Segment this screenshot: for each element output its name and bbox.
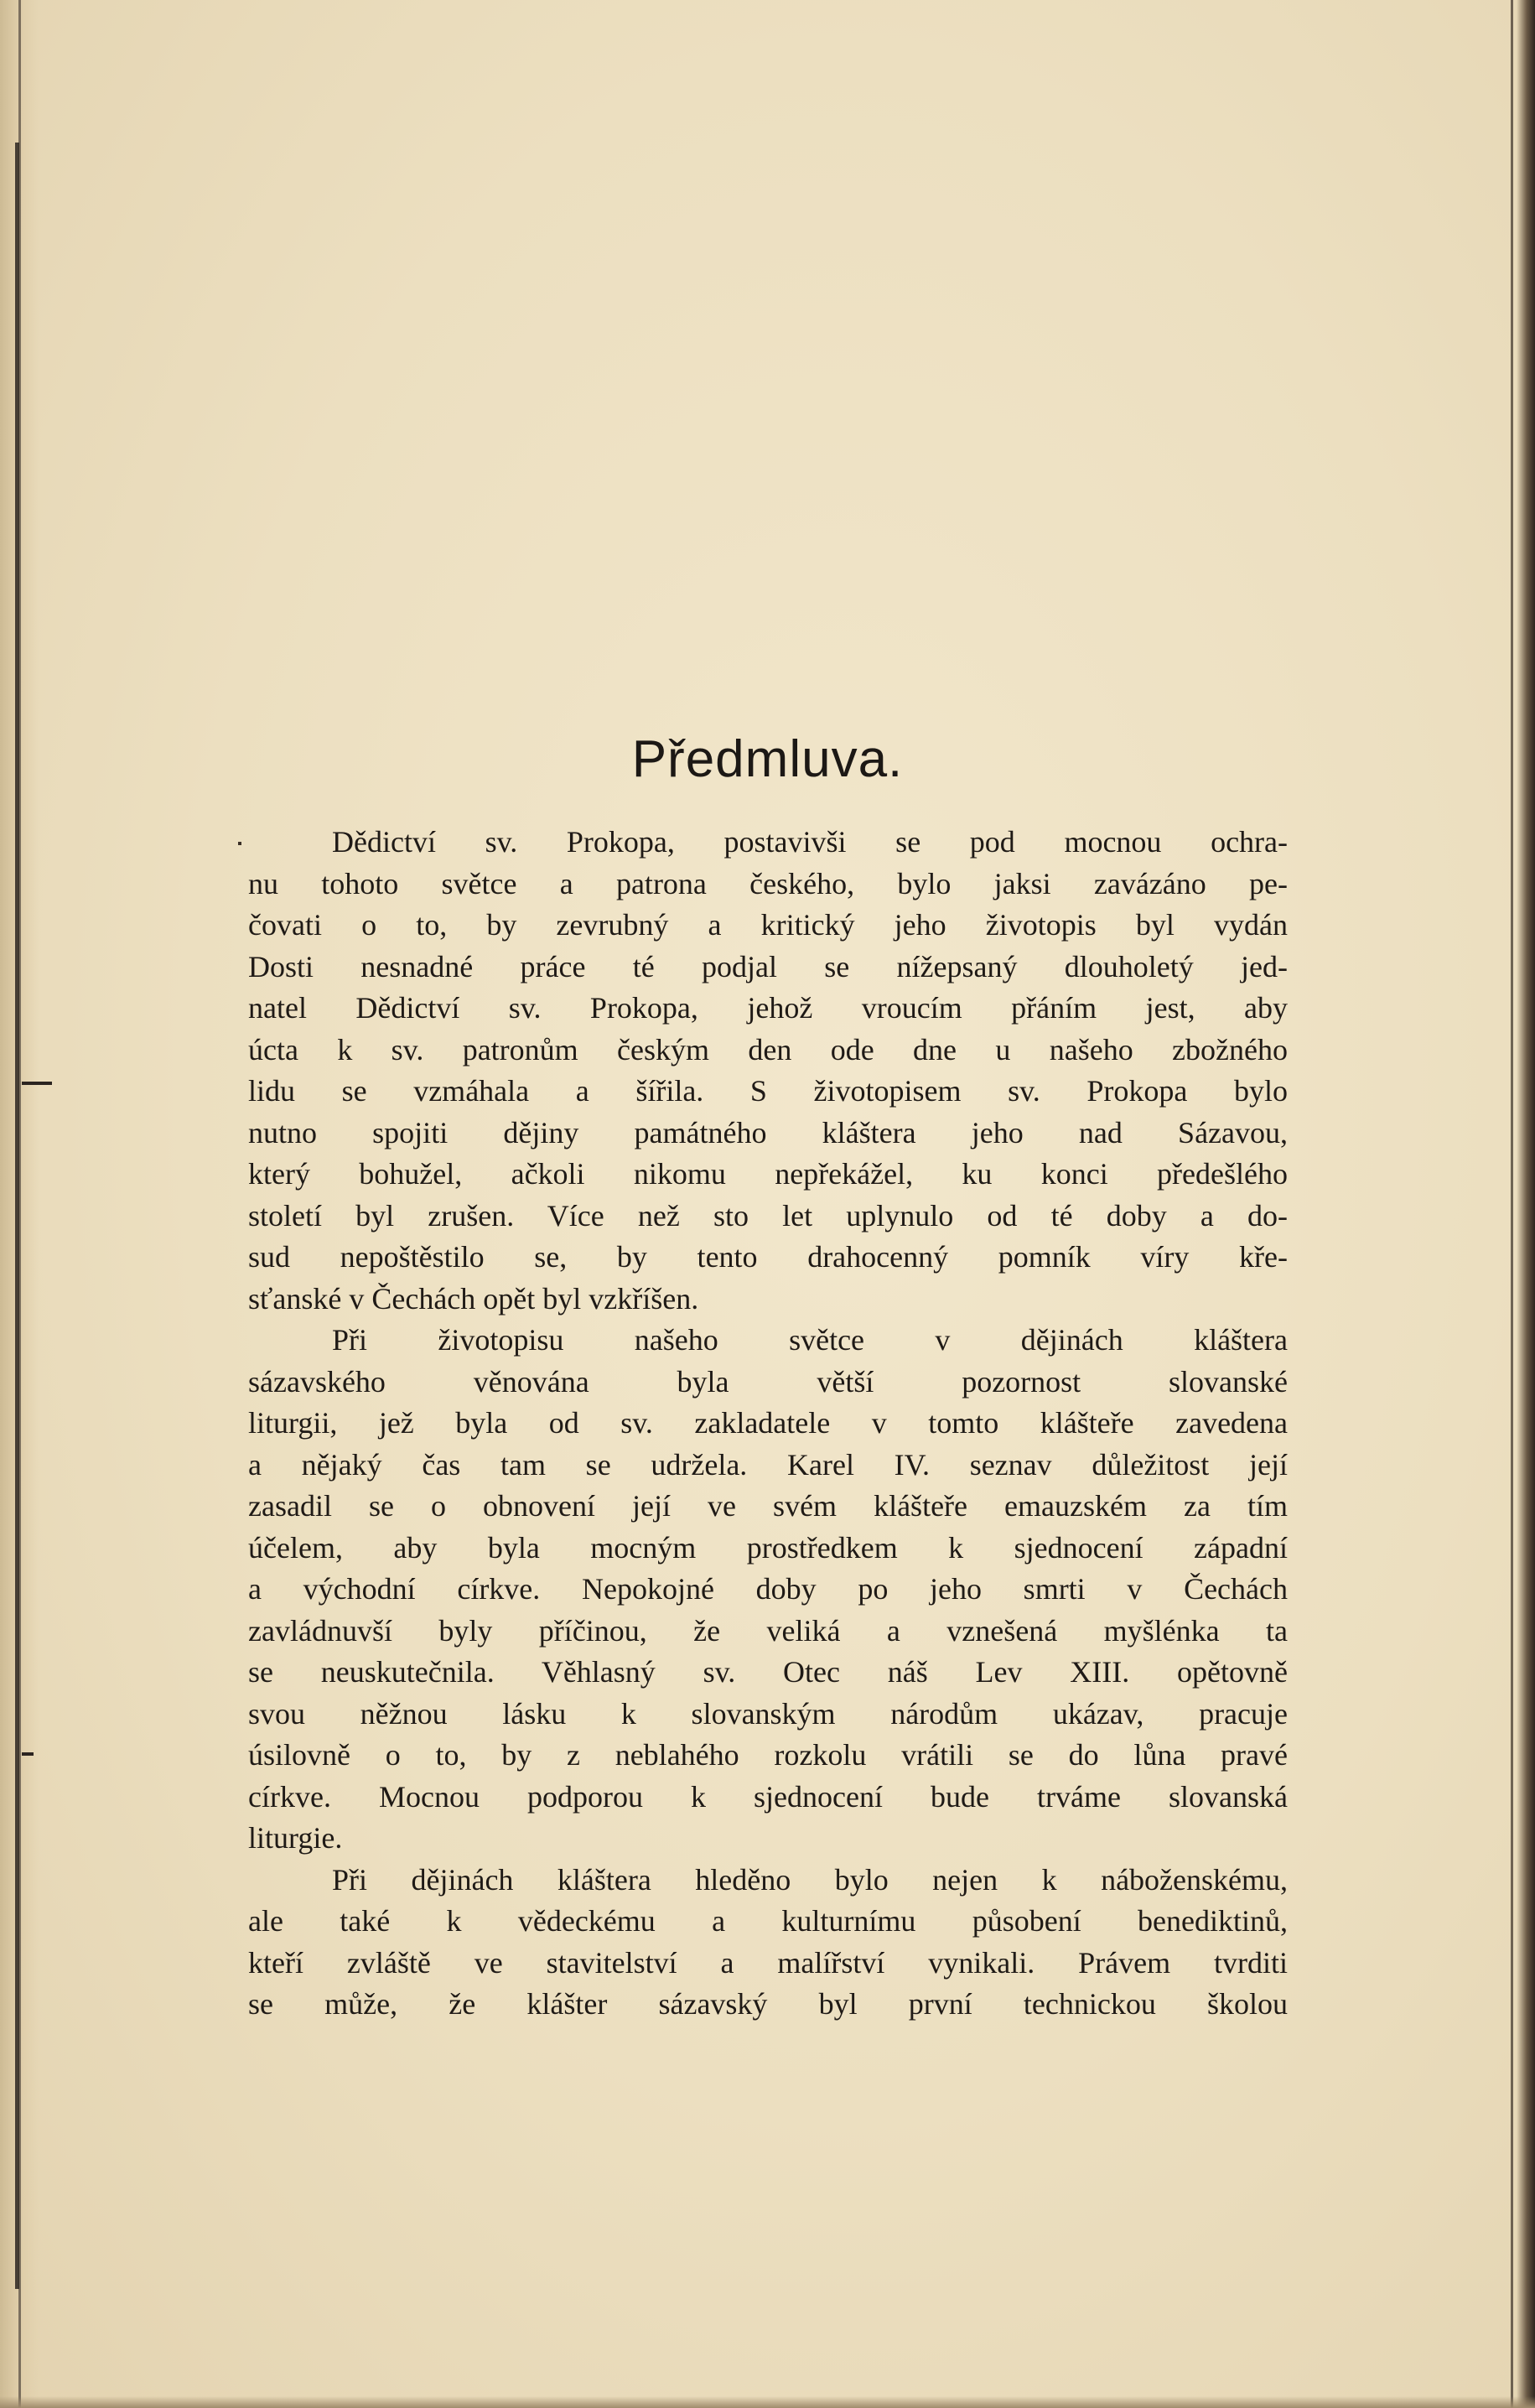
- right-page-edge: [1517, 0, 1535, 2408]
- text-line: se může, že klášter sázavský byl první technickou školou: [248, 1987, 1288, 2021]
- body-text: [248, 822, 1288, 2026]
- text-line: zavládnuvší byly příčinou, že veliká a vznešená myšlénka ta: [248, 1613, 1288, 1648]
- text-line: Dědictví sv. Prokopa, postavivši se pod mocnou ochra-: [332, 825, 1288, 859]
- text-line: Dosti nesnadné práce té podjal se nížepsaný dlouholetý jed-: [248, 949, 1288, 983]
- text-line: nu tohoto světce a patrona českého, bylo jaksi zavázáno pe-: [248, 866, 1288, 900]
- text-line: úsilovně o to, by z neblahého rozkolu vrátili se do lůna pravé: [248, 1738, 1288, 1772]
- right-page-edge-line: [1511, 0, 1513, 2408]
- text-line: církve. Mocnou podporou k sjednocení bude trváme slovanská: [248, 1779, 1288, 1814]
- stray-mark: [238, 842, 241, 845]
- text-line: kteří zvláště ve stavitelství a malířství vynikali. Právem tvrditi: [248, 1945, 1288, 1980]
- text-line: ale také k vědeckému a kulturnímu působení benediktinů,: [248, 1904, 1288, 1938]
- text-line: Při životopisu našeho světce v dějinách kláštera: [332, 1323, 1288, 1357]
- bottom-page-edge: [0, 2396, 1535, 2408]
- text-line: zasadil se o obnovení její ve svém klášteře emauzském za tím: [248, 1489, 1288, 1523]
- text-line: století byl zrušen. Více než sto let uplynulo od té doby a do-: [248, 1198, 1288, 1233]
- margin-mark: [22, 1082, 52, 1085]
- text-line: natel Dědictví sv. Prokopa, jehož vroucím přáním jest, aby: [248, 991, 1288, 1025]
- text-line: svou něžnou lásku k slovanským národům ukázav, pracuje: [248, 1696, 1288, 1731]
- text-line: nutno spojiti dějiny památného kláštera jeho nad Sázavou,: [248, 1115, 1288, 1150]
- page-title: Předmluva.: [631, 730, 904, 788]
- margin-mark: [22, 1752, 34, 1756]
- text-line: a nějaký čas tam se udržela. Karel IV. seznav důležitost její: [248, 1447, 1288, 1482]
- text-line: se neuskutečnila. Věhlasný sv. Otec náš Lev XIII. opětovně: [248, 1655, 1288, 1689]
- text-line: Při dějinách kláštera hleděno bylo nejen k náboženskému,: [332, 1862, 1288, 1897]
- text-line: a východní církve. Nepokojné doby po jeho smrti v Čechách: [248, 1572, 1288, 1606]
- text-line: sud nepoštěstilo se, by tento drahocenný pomník víry kře-: [248, 1240, 1288, 1274]
- text-line: úcta k sv. patronům českým den ode dne u našeho zbožného: [248, 1032, 1288, 1066]
- spine-binding-line: [15, 143, 19, 2289]
- text-line: účelem, aby byla mocným prostředkem k sjednocení západní: [248, 1530, 1288, 1565]
- text-line: lidu se vzmáhala a šířila. S životopisem sv. Prokopa bylo: [248, 1074, 1288, 1108]
- text-line: který bohužel, ačkoli nikomu nepřekážel, ku konci předešlého: [248, 1157, 1288, 1191]
- text-line: sázavského věnována byla větší pozornost slovanské: [248, 1364, 1288, 1399]
- text-line: liturgie.: [248, 1821, 343, 1855]
- text-line: čovati o to, by zevrubný a kritický jeho životopis byl vydán: [248, 908, 1288, 942]
- text-line: sťanské v Čechách opět byl vzkříšen.: [248, 1281, 699, 1316]
- text-line: liturgii, jež byla od sv. zakladatele v tomto klášteře zavedena: [248, 1406, 1288, 1440]
